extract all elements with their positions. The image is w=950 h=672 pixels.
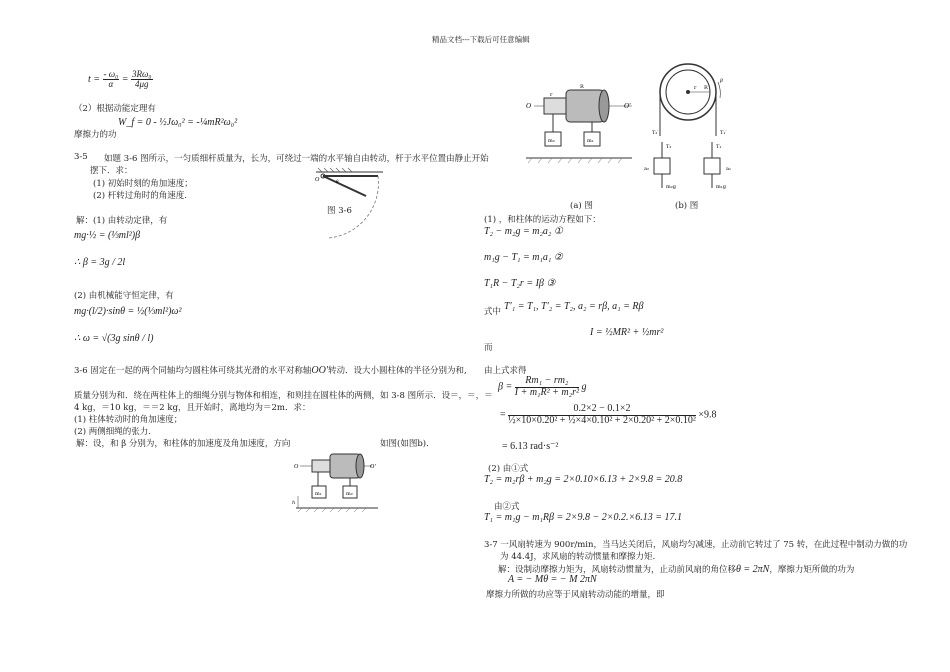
sol-eq1: mg·½ = (⅓ml²)β: [74, 230, 141, 241]
svg-text:r: r: [694, 85, 697, 91]
figure-b-caption: (b) 图: [675, 201, 699, 211]
svg-text:r: r: [550, 92, 553, 98]
friction-work-label: 摩擦力的功: [74, 130, 117, 140]
svg-text:m₁: m₁: [587, 138, 594, 144]
svg-text:T₁′: T₁′: [720, 130, 727, 136]
q35-sub2: (2) 杆转过角时的角速度.: [93, 191, 187, 201]
eq3: T₁R − T₂r = Iβ ③: [484, 278, 556, 289]
from-eq2: 由②式: [494, 502, 520, 512]
sol-eq3: mg·(l/2)·sinθ = ½(⅓ml²)ω²: [74, 306, 182, 317]
svg-text:m₂: m₂: [548, 138, 555, 144]
svg-text:m₂g: m₂g: [666, 184, 676, 190]
from-above: 由上式求得: [484, 366, 527, 376]
q35-number: 3-5: [74, 152, 88, 162]
q36-sub1: (1) 柱体转动时的角加速度；: [74, 415, 183, 425]
q35-sub1: (1) 初始时刻的角加速度；: [93, 179, 193, 189]
svg-text:T₂′: T₂′: [652, 130, 659, 136]
q35-line2: 摆下．求：: [90, 166, 133, 176]
figure-a: [520, 70, 640, 168]
q36-line1: 3-6 固定在一起的两个同轴均匀圆柱体可绕其光滑的水平对称轴OO′转动．设大小圆柱体的半径分别为和,: [74, 365, 467, 376]
q37-line2: 为 44.4J，求风扇的转动惯量和摩擦力矩.: [500, 552, 656, 562]
beta-result: = 6.13 rad·s⁻²: [502, 441, 559, 452]
svg-text:a₂: a₂: [644, 166, 649, 172]
q36-line2: 质量分别为和．绕在两柱体上的细绳分别与物体和相连，和则挂在圆柱体的两侧，如 3-8 图所示．设＝，＝，＝: [74, 391, 493, 401]
and-label: 而: [484, 343, 493, 353]
svg-text:m₁g: m₁g: [716, 184, 726, 190]
q36-sub2: (2) 两侧细绳的张力.: [74, 427, 151, 437]
svg-text:a₁: a₁: [726, 166, 731, 172]
moment-of-inertia-eq: I = ½MR² + ½mr²: [590, 327, 664, 338]
sol-eq4: ∴ ω = √(3g sinθ / l): [74, 333, 154, 344]
part2-label: （2）根据动能定理有: [74, 104, 156, 114]
t2-eq: T₂ = m₂rβ + m₂g = 2×0.10×6.13 + 2×9.8 = 20.8: [484, 474, 683, 485]
q37-work: A = − Mθ = − M 2πN: [508, 574, 597, 585]
q37-sol1: 解：设制动摩擦力矩为，风扇转动惯量为，止动前风扇的角位移θ = 2πN，摩擦力矩所做的功为: [498, 564, 855, 575]
svg-text:O: O: [294, 464, 299, 470]
svg-text:θ: θ: [336, 180, 339, 185]
svg-text:m₂: m₂: [346, 491, 353, 497]
figure-b: [640, 62, 740, 198]
motion-eq-intro: (1) ，和柱体的运动方程如下：: [484, 215, 601, 225]
q36-line3: 4 kg，＝10 kg，＝＝2 kg，且开始时，离地均为＝2m．求：: [74, 403, 311, 413]
svg-text:O′: O′: [624, 102, 631, 110]
svg-text:h: h: [292, 500, 296, 506]
beta-formula: β = $\frac{\text{Rm₁ − rm₂}}{\text{I + m₁R² + m₂r²}}$ g: [498, 375, 587, 398]
svg-text:m₁: m₁: [315, 491, 322, 497]
figure-3-8-small: [290, 446, 382, 521]
q37-last: 摩擦力所做的功应等于风扇转动动能的增量，即: [486, 590, 665, 600]
svg-text:R: R: [704, 85, 708, 91]
where-label: 式中: [484, 307, 502, 317]
page-header: 精品文档---下载后可任意编辑: [432, 35, 530, 44]
eq2: m₁g − T₁ = m₁a₁ ②: [484, 252, 563, 263]
q37-line1: 3-7 一风扇转速为 900r/min，当马达关闭后，风扇均匀减速，止动前它转过了 75 转，在此过程中制动力做的功: [484, 540, 908, 550]
part2-from-eq1: (2) 由①式: [488, 464, 529, 474]
q36-sol1: 解：设，和 β 分别为，和柱体的加速度及角加速度，方向: [76, 439, 291, 449]
where-eq: T′₁ = T₁, T′₂ = T₂, a₂ = rβ, a₁ = Rβ: [504, 301, 644, 312]
svg-text:T₁: T₁: [716, 144, 722, 150]
svg-text:β: β: [720, 78, 723, 84]
figure-3-6-caption: 图 3-6: [327, 206, 352, 216]
eq-friction-work: W_f = 0 - ½Jω₀² = -¼mR²ω₀²: [118, 117, 238, 128]
svg-text:O: O: [315, 177, 320, 183]
sol-part2: (2) 由机械能守恒定律，有: [74, 291, 174, 301]
eq1: T₂ − m₂g = m₂a₂ ①: [484, 226, 563, 237]
sol-eq2: ∴ β = 3g / 2l: [74, 257, 126, 268]
eq-time: t = $\frac{\text{- ω₀}}{\alpha}$ = $\frac{\text{3Rω₀}}{4\mu g}$: [88, 69, 152, 90]
t1-eq: T₁ = m₁g − m₁Rβ = 2×9.8 − 2×0.2.×6.13 = 17.1: [484, 512, 683, 523]
q36-sol1b: 如图(如图b)．: [380, 439, 435, 449]
solution-intro: 解：(1) 由转动定律，有: [76, 216, 168, 226]
svg-text:O′: O′: [370, 464, 376, 470]
figure-a-caption: (a) 图: [570, 201, 593, 211]
q35-line1: 如题 3-6 图所示，一匀质细杆质量为，长为，可绕过一端的水平轴自由转动，杆于水平位置由静止开始: [104, 154, 489, 164]
beta-numeric: = $\frac{0.2\times 2 - 0.1\times 2}{\text{½×10×0.20² + ½×4×0.10² + 2×0.20² + 2×0.10²}}$ ×9.8: [500, 403, 717, 426]
svg-text:R: R: [580, 84, 584, 90]
svg-text:O: O: [526, 102, 532, 110]
svg-text:T₂: T₂: [666, 144, 672, 150]
